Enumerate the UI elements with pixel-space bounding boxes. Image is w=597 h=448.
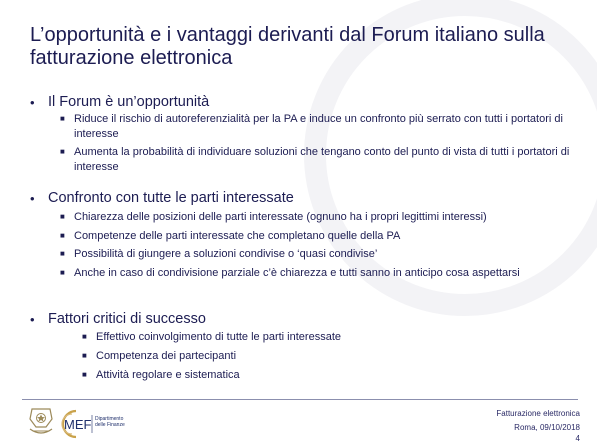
list-item: ■ Effettivo coinvolgimento di tutte le parti interessate [82,331,341,343]
bullet-icon: ■ [60,268,65,277]
list-item: ■ Possibilità di giungere a soluzioni condivise o ‘quasi condivise’ [60,248,378,260]
bullet-icon: ■ [60,114,65,123]
list-item: ■ Attività regolare e sistematica [82,369,240,381]
section-heading: • Confronto con tutte le parti interessate [30,190,294,206]
bullet-icon: ■ [60,147,65,156]
bullet-icon: ■ [82,370,87,379]
section-heading: • Il Forum è un’opportunità [30,94,210,110]
ministry-logo [24,405,164,441]
bullet-icon: ■ [82,351,87,360]
section-heading: • Fattori critici di successo [30,311,206,327]
footer-logos [24,405,164,446]
bullet-icon: ■ [82,332,87,341]
logo-subtitle-2: delle Finanze [95,422,125,428]
list-item: ■ Aumenta la probabilità di individuare soluzioni che tengano conto del punto di vista di tutti i portatori di interesse [60,146,570,173]
list-item: ■ Competenza dei partecipanti [82,350,237,362]
bullet-icon: • [30,312,35,327]
mef-logo-text: MEF [64,417,92,432]
footer-divider [22,399,578,400]
slide-title: L’opportunità e i vantaggi derivanti dal Forum italiano sulla fatturazione elettronica [30,24,545,69]
bullet-icon: ■ [60,249,65,258]
list-item: ■ Competenze delle parti interessate che completano quelle della PA [60,230,401,242]
footer-date: Roma, 09/10/2018 [514,423,580,432]
list-item: ■ Anche in caso di condivisione parziale c’è chiarezza e tutti sanno in anticipo cosa aspettarsi [60,267,520,279]
bullet-icon: ■ [60,231,65,240]
bullet-icon: ■ [60,212,65,221]
emblem-icon [30,409,52,433]
page-number: 4 [575,434,580,443]
bullet-icon: • [30,95,35,110]
bullet-icon: • [30,191,35,206]
list-item: ■ Riduce il rischio di autoreferenzialità per la PA e induce un confronto più serrato con tutti i portatori di interesse [60,113,563,140]
footer-topic: Fatturazione elettronica [496,409,580,418]
list-item: ■ Chiarezza delle posizioni delle parti interessate (ognuno ha i propri legittimi interessi) [60,211,487,223]
logo-subtitle-1: Dipartimento [95,416,124,422]
